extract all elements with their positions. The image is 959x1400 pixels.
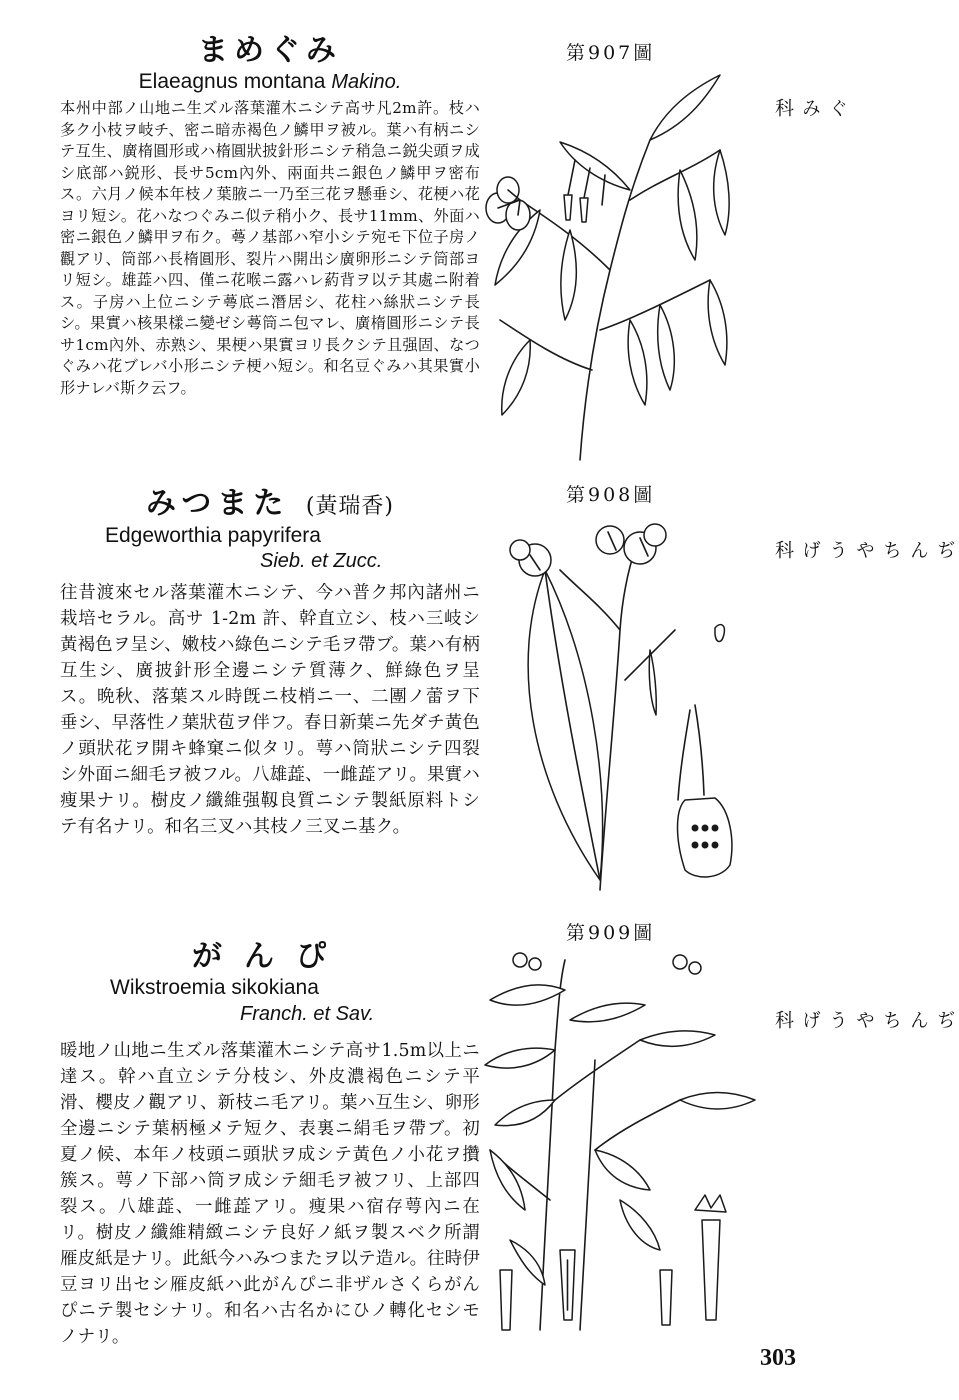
page-number: 303 xyxy=(760,1345,796,1371)
authority: Makino. xyxy=(331,71,402,93)
entry-text xyxy=(60,940,480,1350)
scientific-name: Elaeagnus montana xyxy=(138,70,326,93)
scientific-name: Wikstroemia sikokiana xyxy=(110,976,319,999)
scientific-name-line xyxy=(60,70,480,94)
family-label: ぐみ科 xyxy=(772,98,848,125)
family-label: ぢんちやうげ科 xyxy=(772,1010,956,1037)
mitsumata-illustration xyxy=(490,510,760,890)
description: 本州中部ノ山地ニ生ズル落葉灌木ニシテ高サ凡2m許。枝ハ多ク小枝ヲ岐チ、密ニ暗赤褐色ノ鱗甲ヲ被ル。葉ハ有柄ニシテ互生、廣楕圓形或ハ楕圓狀披針形ニシテ稍急ニ鋭尖頭ヲ成シ底部ハ鋭形、長サ5cm內外、兩面共ニ銀色ノ鱗甲ヲ密布ス。六月ノ候本年枝ノ葉腋ニ一乃至三花ヲ懸垂シ、花梗ハ花ヨリ短シ。花ハなつぐみニ似テ稍小ク、長サ11mm、外面ハ密ニ銀色ノ鱗甲ヲ布ク。蕚ノ基部ハ窄小シテ宛モ下位子房ノ觀アリ、筒部ハ長楕圓形、裂片ハ開出シ廣卵形ニシテ筒部ヨリ短シ。雄蕋ハ四、僅ニ花喉ニ露ハレ葯背ヲ以テ其處ニ附着ス。子房ハ上位ニシテ蕚底ニ潛居シ、花柱ハ絲狀ニシテ長シ。果實ハ核果樣ニ變ゼシ蕚筒ニ包マレ、廣楕圓形ニシテ長サ1cm內外、赤熟シ、果梗ハ果實ヨリ長クシテ且强固、なつぐみハ花ブレバ小形ニシテ梗ハ短シ。和名豆ぐみハ其果實小形ナレバ斯ク云フ。 xyxy=(60,99,480,397)
scientific-name: Edgeworthia papyrifera xyxy=(105,524,321,547)
description: 暖地ノ山地ニ生ズル落葉灌木ニシテ高サ1.5m以上ニ達ス。幹ハ直立シテ分枝シ、外皮濃褐色ニシテ平滑、櫻皮ノ觀アリ、新枝ニ毛アリ。葉ハ互生シ、卵形全邊ニシテ葉柄極メテ短ク、表裏ニ絹毛ヲ帶ブ。初夏ノ候、本年ノ枝頭ニ頭狀ヲ成シテ黃色ノ小花ヲ攢簇ス。萼ノ下部ハ筒ヲ成シテ細毛ヲ被フリ、上部四裂ス。八雄蕋、一雌蕋アリ。痩果ハ宿存萼內ニ在リ。樹皮ノ纖維精緻ニシテ良好ノ紙ヲ製スベク所謂雁皮紙是ナリ。此紙今ハみつまたヲ以テ造ル。往時伊豆ヨリ出セシ雁皮紙ハ此がんぴニ非ザルさくらがんぴニテ製セシナリ。和名ハ古名かにひノ轉化セシモノナリ。 xyxy=(60,1041,480,1347)
title-line xyxy=(60,487,480,524)
figure-label: 第907圖 xyxy=(566,42,656,64)
figure-label: 第909圖 xyxy=(566,922,656,944)
authority: Sieb. et Zucc. xyxy=(260,550,383,572)
authority: Franch. et Sav. xyxy=(240,1003,375,1025)
description: 往昔渡來セル落葉灌木ニシテ、今ハ普ク邦內諸州ニ栽培セラル。高サ 1-2m 許、幹直立シ、枝ハ三岐シ黃褐色ヲ呈シ、嫩枝ハ綠色ニシテ毛ヲ帶ブ。葉ハ有柄互生シ、廣披針形全邊ニシテ質薄ク、鮮綠色ヲ呈ス。晩秋、落葉スル時旣ニ枝梢ニ一、二團ノ蕾ヲ下垂シ、早落性ノ葉狀苞ヲ伴フ。春日新葉ニ先ダチ黃色ノ頭狀花ヲ開キ蜂窠ニ似タリ。萼ハ筒狀ニシテ四裂シ外面ニ細毛ヲ被フル。八雄蕋、一雌蕋アリ。果實ハ痩果ナリ。樹皮ノ纖維强靱良質ニシテ製紙原料トシテ有名ナリ。和名三叉ハ其枝ノ三叉ニ基ク。 xyxy=(60,583,480,837)
mamegumi-illustration xyxy=(480,70,740,460)
japanese-name: まめぐみ xyxy=(198,33,342,68)
japanese-kanji-name: (黃瑞香) xyxy=(305,494,395,519)
japanese-name: がんぴ xyxy=(192,939,348,974)
figure-label: 第908圖 xyxy=(566,484,656,506)
family-label: ぢんちやうげ科 xyxy=(772,540,956,567)
ganpi-illustration xyxy=(480,950,770,1340)
entry-text xyxy=(60,34,480,399)
japanese-name: みつまた xyxy=(145,486,290,521)
entry-text xyxy=(60,487,480,840)
